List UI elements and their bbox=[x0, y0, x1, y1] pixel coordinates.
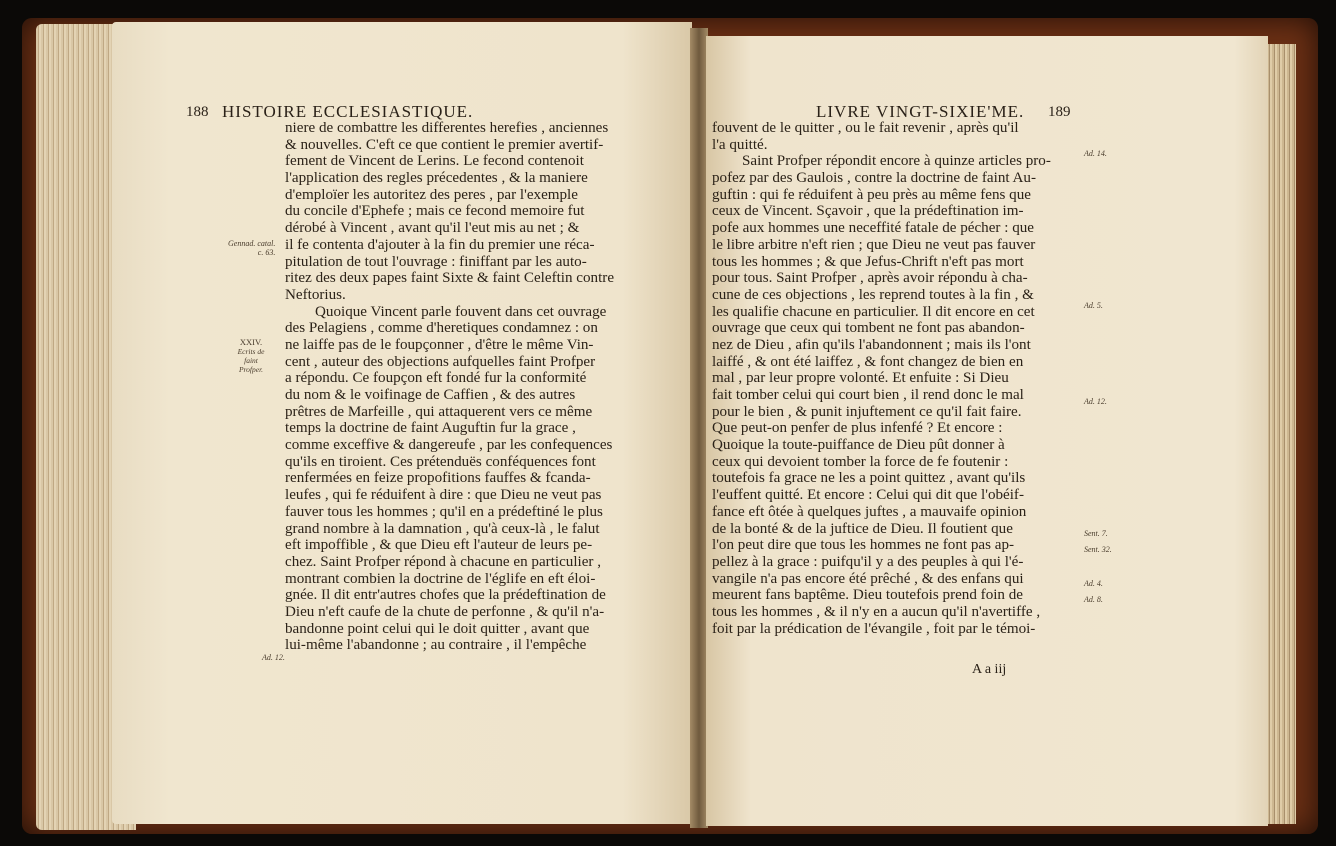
text-line: nez de Dieu , afin qu'ils l'abandonnent ; mais ils l'ont bbox=[712, 336, 1031, 353]
text-line: fance eft ôtée à quelques juftes , a mauvaife opinion bbox=[712, 503, 1027, 520]
page-number: 188 bbox=[186, 104, 209, 120]
text-line: fait tomber celui qui court bien , il rend donc le mal bbox=[712, 387, 1024, 403]
running-head: HISTOIRE ECCLESIASTIQUE. bbox=[222, 102, 474, 121]
text-line: comme exceffive & dangereufe , par les confequences bbox=[285, 437, 613, 454]
text-line: pour tous. Saint Profper , après avoir répondu à cha- bbox=[712, 270, 1028, 287]
text-line: cune de ces objections , les reprend toutes à la fin , & bbox=[712, 286, 1034, 303]
text-line: Neftorius. bbox=[285, 286, 346, 303]
margin-note-sent32: Sent. 32. bbox=[1084, 545, 1112, 554]
margin-note-ad12: Ad. 12. bbox=[1084, 397, 1107, 406]
text-line: pellez à la grace : puifqu'il y a des peuples à qui l'é- bbox=[712, 553, 1024, 570]
text-line: pofez par des Gaulois , contre la doctrine de faint Au- bbox=[712, 170, 1036, 187]
text-line: chez. Saint Profper répond à chacune en particulier , bbox=[285, 553, 601, 570]
text-line: montrant combien la doctrine de l'églife en eft éloi- bbox=[285, 570, 596, 587]
margin-note-section: XXIV. Ecrits de faint Profper. bbox=[237, 337, 265, 374]
text-line: vangile n'a pas encore été prêché , & des enfans qui bbox=[712, 570, 1024, 587]
margin-note-gennad: Gennad. catal. c. 63. bbox=[228, 239, 276, 257]
text-line: les qualifie chacune en particulier. Il dit encore en cet bbox=[712, 303, 1035, 320]
text-line: pour le bien , & punit injuftement ce qu'il fait faire. bbox=[712, 403, 1022, 420]
right-page bbox=[706, 36, 1268, 826]
margin-note-ad14: Ad. 14. bbox=[1084, 149, 1107, 158]
text-line: Quoique Vincent parle fouvent dans cet ouvrage bbox=[315, 303, 607, 320]
text-line: fouvent de le quitter , ou le fait revenir , après qu'il bbox=[712, 120, 1019, 136]
right-body-text bbox=[712, 120, 1051, 637]
text-line: foit par la prédication de l'évangile , foit par le témoi- bbox=[712, 620, 1036, 637]
text-line: toutefois fa grace ne les a point quittez , avant qu'ils bbox=[712, 470, 1026, 487]
text-line: des Pelagiens , comme d'heretiques condamnez : on bbox=[285, 320, 598, 337]
text-line: ceux qui devoient tomber la force de fe foutenir : bbox=[712, 453, 1009, 470]
text-line: il fe contenta d'ajouter à la fin du premier une réca- bbox=[285, 236, 595, 253]
margin-note-sent7: Sent. 7. bbox=[1084, 529, 1108, 538]
text-line: dérobé à Vincent , avant qu'il l'eut mis au net ; & bbox=[285, 220, 580, 237]
text-line: fauver tous les hommes ; qu'il en a prédeftiné le plus bbox=[285, 503, 603, 520]
running-head: LIVRE VINGT-SIXIE'ME. bbox=[816, 102, 1025, 121]
text-line: meurent fans baptême. Dieu toutefois prend foin de bbox=[712, 587, 1023, 604]
text-line: lui-même l'abandonne ; au contraire , il l'empêche bbox=[285, 637, 587, 654]
left-page bbox=[112, 22, 692, 824]
text-line: cent , auteur des objections aufquelles faint Profper bbox=[285, 353, 596, 370]
text-line: ne laiffe pas de le foupçonner , d'être le même Vin- bbox=[285, 336, 594, 353]
text-line: tous les hommes ; & que Jefus-Chrift n'eft pas mort bbox=[712, 253, 1024, 270]
text-line: ritez des deux papes faint Sixte & faint Celeftin contre bbox=[285, 270, 615, 287]
margin-note-ad5: Ad. 5. bbox=[1084, 301, 1103, 310]
text-line: fement de Vincent de Lerins. Le fecond contenoit bbox=[285, 153, 584, 170]
signature-mark: A a iij bbox=[972, 662, 1007, 677]
text-line: d'emploïer les autoritez des peres , par l'exemple bbox=[285, 186, 578, 203]
text-line: bandonne point celui qui le doit quitter , avant que bbox=[285, 620, 590, 637]
text-line: & nouvelles. C'eft ce que contient le premier avertif- bbox=[285, 136, 604, 153]
text-line: Saint Profper répondit encore à quinze articles pro- bbox=[742, 153, 1051, 170]
text-line: Que peut-on penfer de plus infenfé ? Et encore : bbox=[712, 420, 1003, 437]
margin-note-ad: Ad. 12. bbox=[262, 653, 285, 662]
text-line: tous les hommes , & il n'y en a aucun qu'il n'avertiffe , bbox=[712, 603, 1041, 620]
text-line: mal , par leur propre volonté. Et enfuite : Si Dieu bbox=[712, 370, 1009, 387]
text-line: l'application des regles précedentes , & la maniere bbox=[285, 170, 588, 187]
text-line: laiffé , & ont été laiffez , & font changez de bien en bbox=[712, 353, 1024, 370]
text-line: niere de combattre les differentes herefies , anciennes bbox=[285, 120, 609, 136]
text-line: de la bonté & de la juftice de Dieu. Il foutient que bbox=[712, 520, 1013, 537]
text-line: prêtres de Marfeille , qui attaquerent vers ce même bbox=[285, 403, 593, 420]
text-line: ouvrage que ceux qui tombent ne font pas abandon- bbox=[712, 320, 1025, 337]
text-line: Quoique la toute-puiffance de Dieu pût donner à bbox=[712, 437, 1005, 454]
text-line: renfermées en feize propofitions fauffes & fcanda- bbox=[285, 470, 591, 487]
text-line: l'on peut dire que tous les hommes ne font pas ap- bbox=[712, 537, 1015, 554]
text-line: Dieu n'eft caufe de la chute de perfonne , & qu'il n'a- bbox=[285, 603, 605, 620]
text-line: temps la doctrine de faint Auguftin fur la grace , bbox=[285, 420, 576, 437]
text-line: leufes , qui fe réduifent à dire : que Dieu ne veut pas bbox=[285, 487, 602, 504]
text-line: du nom & le voifinage de Caffien , & des autres bbox=[285, 387, 576, 403]
text-line: a répondu. Ce foupçon eft fondé fur la conformité bbox=[285, 370, 587, 387]
margin-note-ad8: Ad. 8. bbox=[1084, 595, 1103, 604]
page-number: 189 bbox=[1048, 104, 1071, 120]
text-line: pofe aux hommes une neceffité fatale de pécher : que bbox=[712, 220, 1034, 237]
text-line: du concile d'Ephefe ; mais ce fecond memoire fut bbox=[285, 203, 585, 220]
left-body-text bbox=[285, 120, 614, 654]
text-line: gnée. Il dit entr'autres chofes que la prédeftination de bbox=[285, 587, 606, 604]
text-line: le libre arbitre n'eft rien ; que Dieu ne veut pas fauver bbox=[712, 236, 1036, 253]
text-line: l'euffent quitté. Et encore : Celui qui dit que l'obéif- bbox=[712, 487, 1024, 504]
text-line: grand nombre à la damnation , qu'à ceux-là , le falut bbox=[285, 520, 600, 537]
text-line: qu'ils en tiroient. Ces prétenduës conféquences font bbox=[285, 453, 596, 470]
text-line: pitulation de tout l'ouvrage : finiffant par les auto- bbox=[285, 253, 587, 270]
text-line: guftin : qui fe réduifent à peu près au même fens que bbox=[712, 186, 1031, 203]
text-line: l'a quitté. bbox=[712, 136, 768, 153]
margin-note-ad4: Ad. 4. bbox=[1084, 579, 1103, 588]
text-line: eft impoffible , & que Dieu eft l'auteur de leurs pe- bbox=[285, 537, 593, 554]
text-line: ceux de Vincent. Sçavoir , que la prédeftination im- bbox=[712, 203, 1024, 220]
